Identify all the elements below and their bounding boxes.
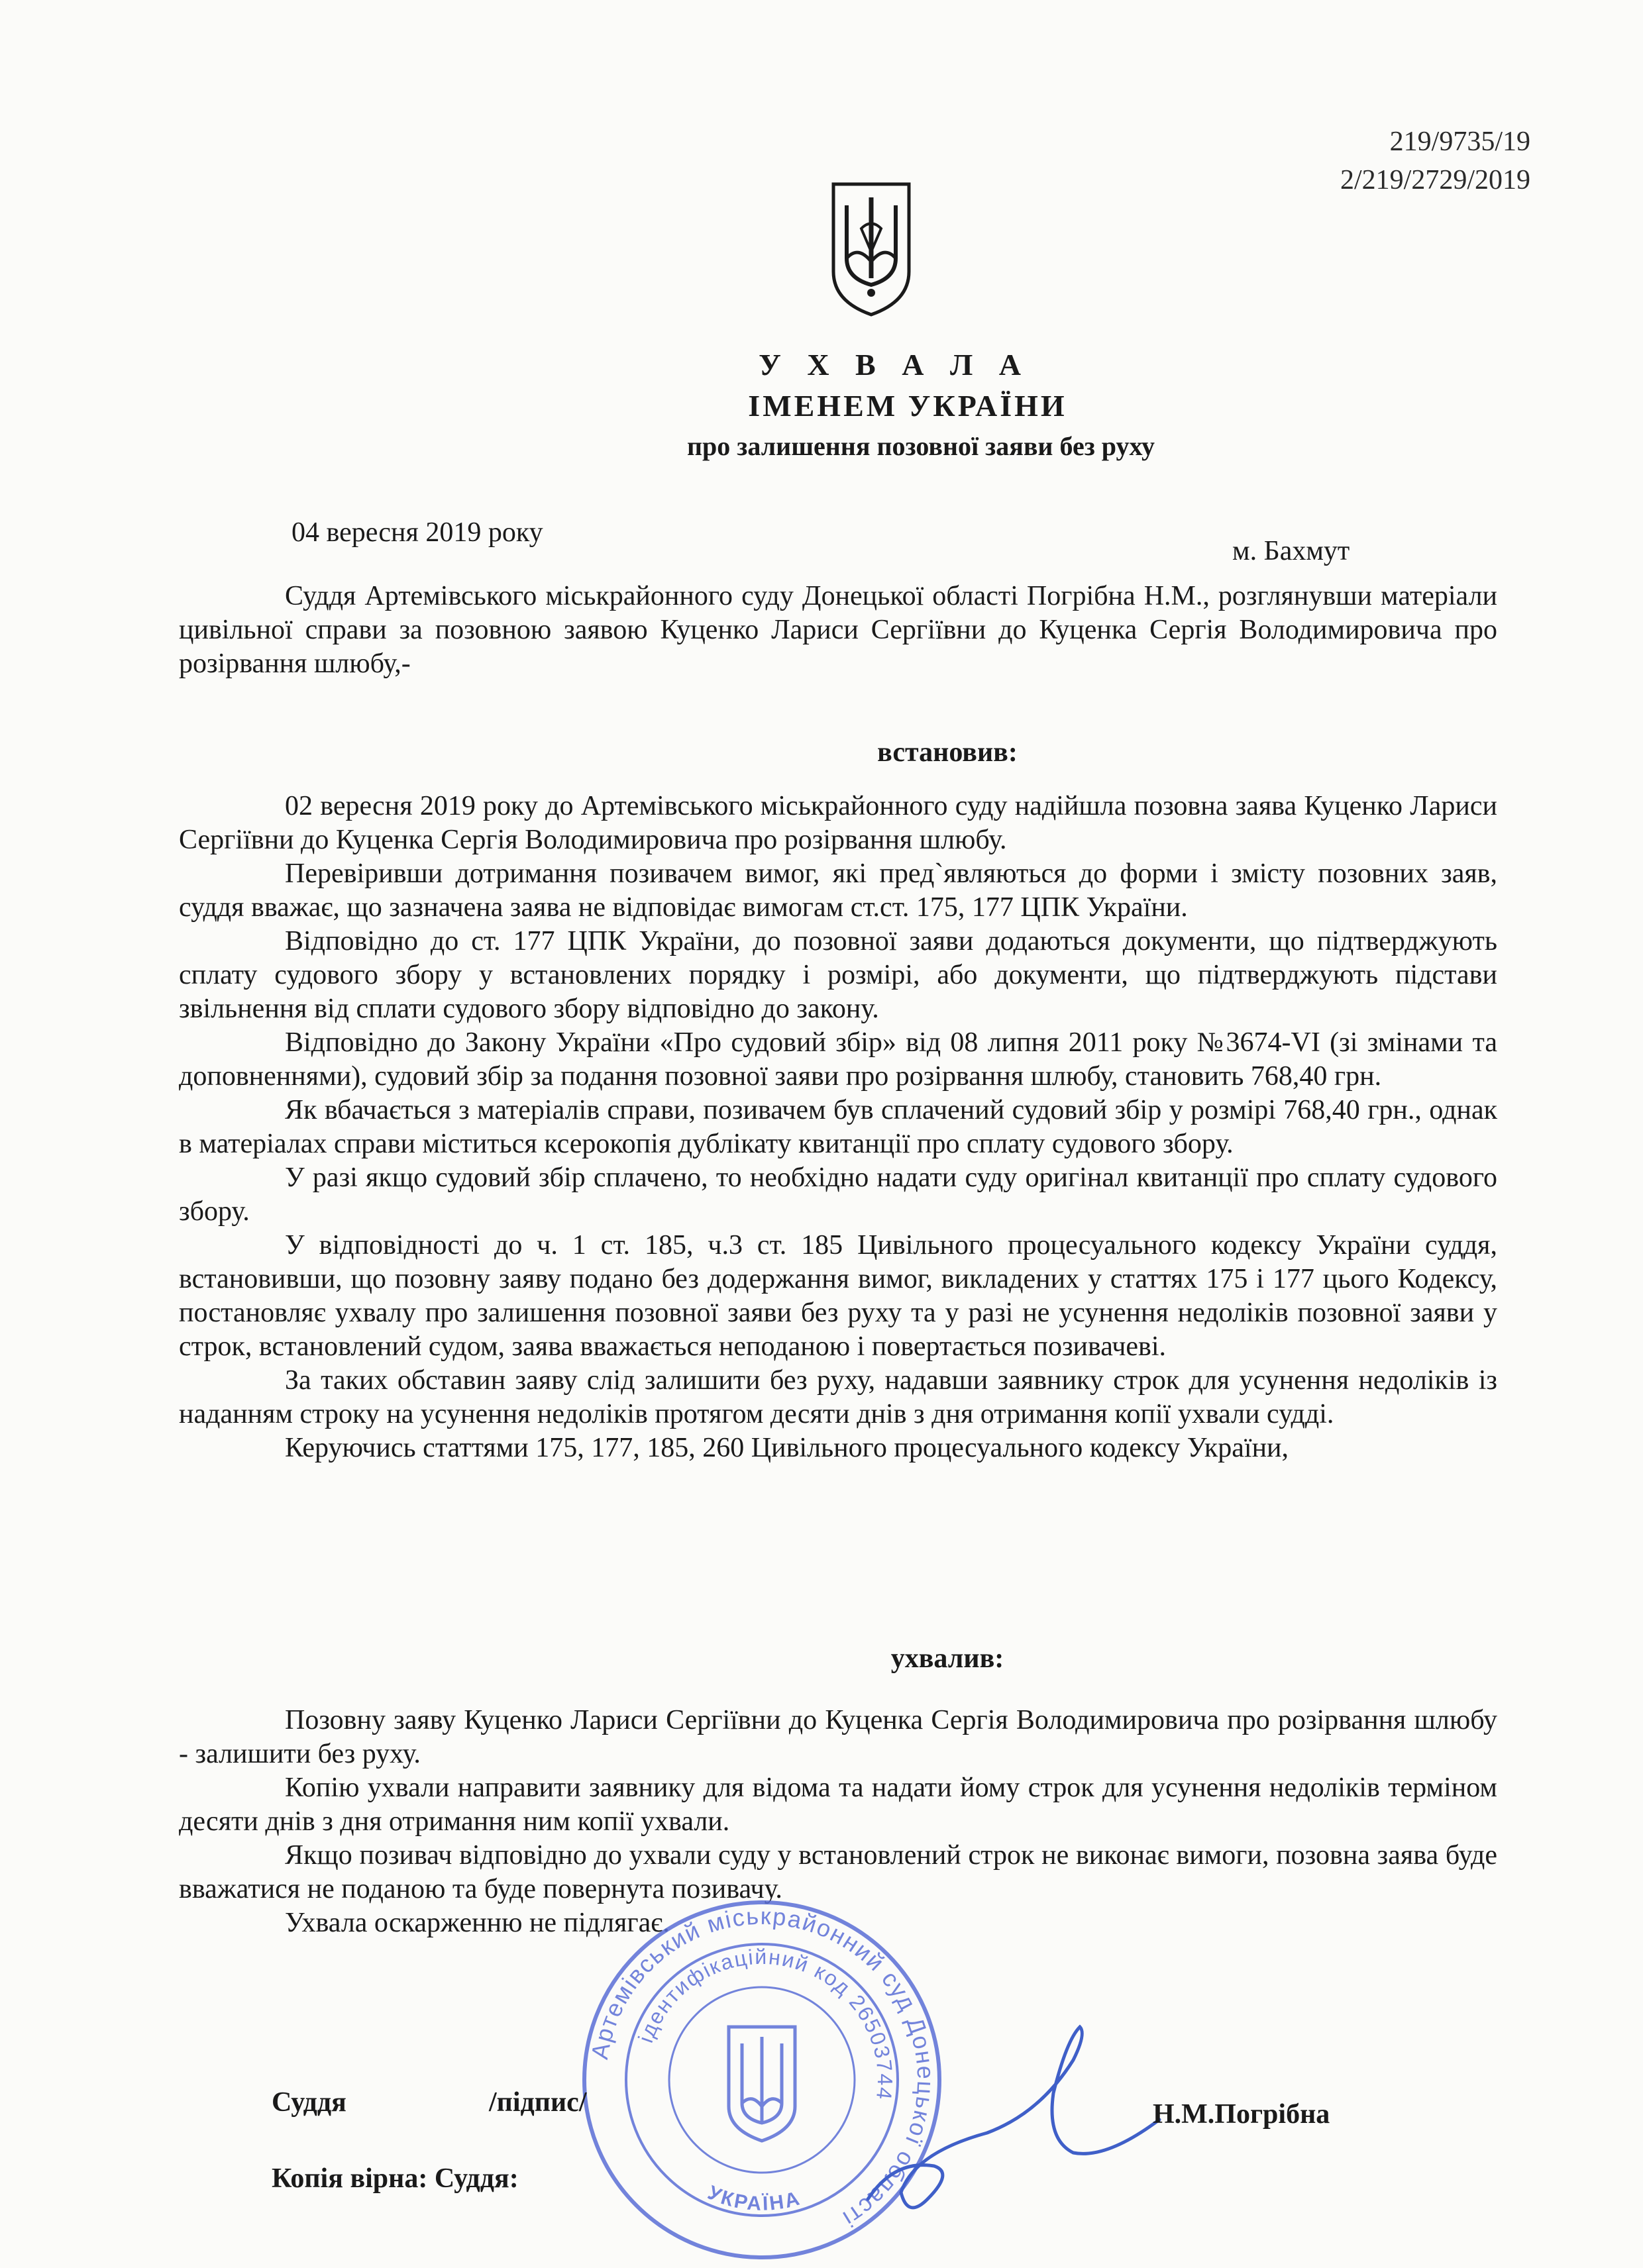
fact-paragraph: У відповідності до ч. 1 ст. 185, ч.3 ст. 185 Цивільного процесуального кодексу України суддя, встановивши, що позовну заяву подано без додержання вимог, викладених у статтях 175 і 177 цього Кодексу, постановляє ухвалу про залишення позовної заяви без руху та у разі не усунення недоліків позовної заяви у строк, встановлений судом, заява вважається неподаною і повертається позивачеві.: [179, 1230, 1497, 1362]
fact-paragraph: Відповідно до Закону України «Про судовий збір» від 08 липня 2011 року №3674-VI (зі змінами та доповненнями), судовий збір за подання позовної заяви про розірвання шлюбу, становить 768,40 грн.: [179, 1027, 1497, 1092]
judge-handwritten-signature: [855, 2000, 1173, 2226]
title-in-the-name-of-ukraine: ІМЕНЕМ УКРАЇНИ: [748, 389, 1067, 423]
fact-paragraph: За таких обставин заяву слід залишити без руху, надавши заявнику строк для усунення недоліків із наданням строку на усунення недоліків протягом десяти днів з дня отримання копії ухвали судді.: [179, 1365, 1497, 1429]
document-date: 04 вересня 2019 року: [292, 517, 543, 548]
case-numbers: [1340, 123, 1530, 199]
facts-section: [179, 790, 1497, 1465]
title-subject: про залишення позовної заяви без руху: [687, 431, 1155, 461]
ruling-paragraph: Якщо позивач відповідно до ухвали суду у встановлений строк не виконає вимоги, позовна заява буде вважатися не поданою та буде повернута позивачу.: [179, 1840, 1497, 1904]
fact-paragraph: Керуючись статтями 175, 177, 185, 260 Цивільного процесуального кодексу України,: [285, 1433, 1289, 1463]
fact-paragraph: Перевіривши дотримання позивачем вимог, які пред`являються до форми і змісту позовних заяв, суддя вважає, що зазначена заява не відповідає вимогам ст.ст. 175, 177 ЦПК України.: [179, 858, 1497, 923]
fact-paragraph: 02 вересня 2019 року до Артемівського міськрайонного суду надійшла позовна заява Куценко Лариси Сергіївни до Куценка Сергія Володимировича про розірвання шлюбу.: [179, 791, 1497, 855]
ruling-paragraph: Ухвала оскарженню не підлягає.: [285, 1908, 670, 1938]
section-ruled-heading: ухвалив:: [890, 1643, 1004, 1674]
signature-judge-name: Н.М.Погрібна: [1153, 2099, 1330, 2130]
fact-paragraph: У разі якщо судовий збір сплачено, то необхідно надати суду оригінал квитанції про сплату судового збору.: [179, 1162, 1497, 1227]
seal-bottom-text: УКРАЇНА: [704, 2181, 804, 2216]
case-number-1: 219/9735/19: [1389, 127, 1530, 157]
fact-paragraph: Як вбачається з матеріалів справи, позивачем був сплачений судовий збір у розмірі 768,40 грн., однак в матеріалах справи міститься ксерокопія дублікату квитанції про сплату судового збору.: [179, 1095, 1497, 1159]
case-number-2: 2/219/2729/2019: [1340, 165, 1530, 195]
seal-trident-icon: [729, 2027, 795, 2141]
section-established-heading: встановив:: [877, 737, 1018, 768]
document-title: [0, 344, 1643, 466]
copy-certified-label: Копія вірна: Суддя:: [272, 2163, 519, 2194]
signature-judge-label: Суддя: [272, 2087, 346, 2118]
signature-signed-label: /підпис/: [489, 2087, 587, 2118]
intro-text: Суддя Артемівського міськрайонного суду Донецької області Погрібна Н.М., розглянувши матеріали цивільної справи за позовною заявою Куценко Лариси Сергіївни до Куценка Сергія Володимировича про розірвання шлюбу,-: [179, 581, 1497, 679]
trident-coat-of-arms-icon: [828, 179, 914, 318]
document-city: м. Бахмут: [1232, 536, 1350, 566]
ruling-paragraph: Позовну заяву Куценко Лариси Сергіївни до Куценка Сергія Володимировича про розірвання шлюбу - залишити без руху.: [179, 1705, 1497, 1769]
intro-paragraph: [179, 580, 1497, 681]
title-ruling: У Х В А Л А: [759, 348, 1030, 382]
seal-inner-text: ідентифікаційний код 26503744: [633, 1944, 898, 2102]
seal-outer-text: Артемівський міськрайонний суд Донецької області: [586, 1902, 940, 2234]
ruling-paragraph: Копію ухвали направити заявнику для відома та надати йому строк для усунення недоліків терміном десяти днів з дня отримання ним копії ухвали.: [179, 1773, 1497, 1837]
fact-paragraph: Відповідно до ст. 177 ЦПК України, до позовної заяви додаються документи, що підтверджують сплату судового збору у встановлених порядку і розмірі, або документи, що підтверджують підстави звільнення від сплати судового збору відповідно до закону.: [179, 926, 1497, 1024]
